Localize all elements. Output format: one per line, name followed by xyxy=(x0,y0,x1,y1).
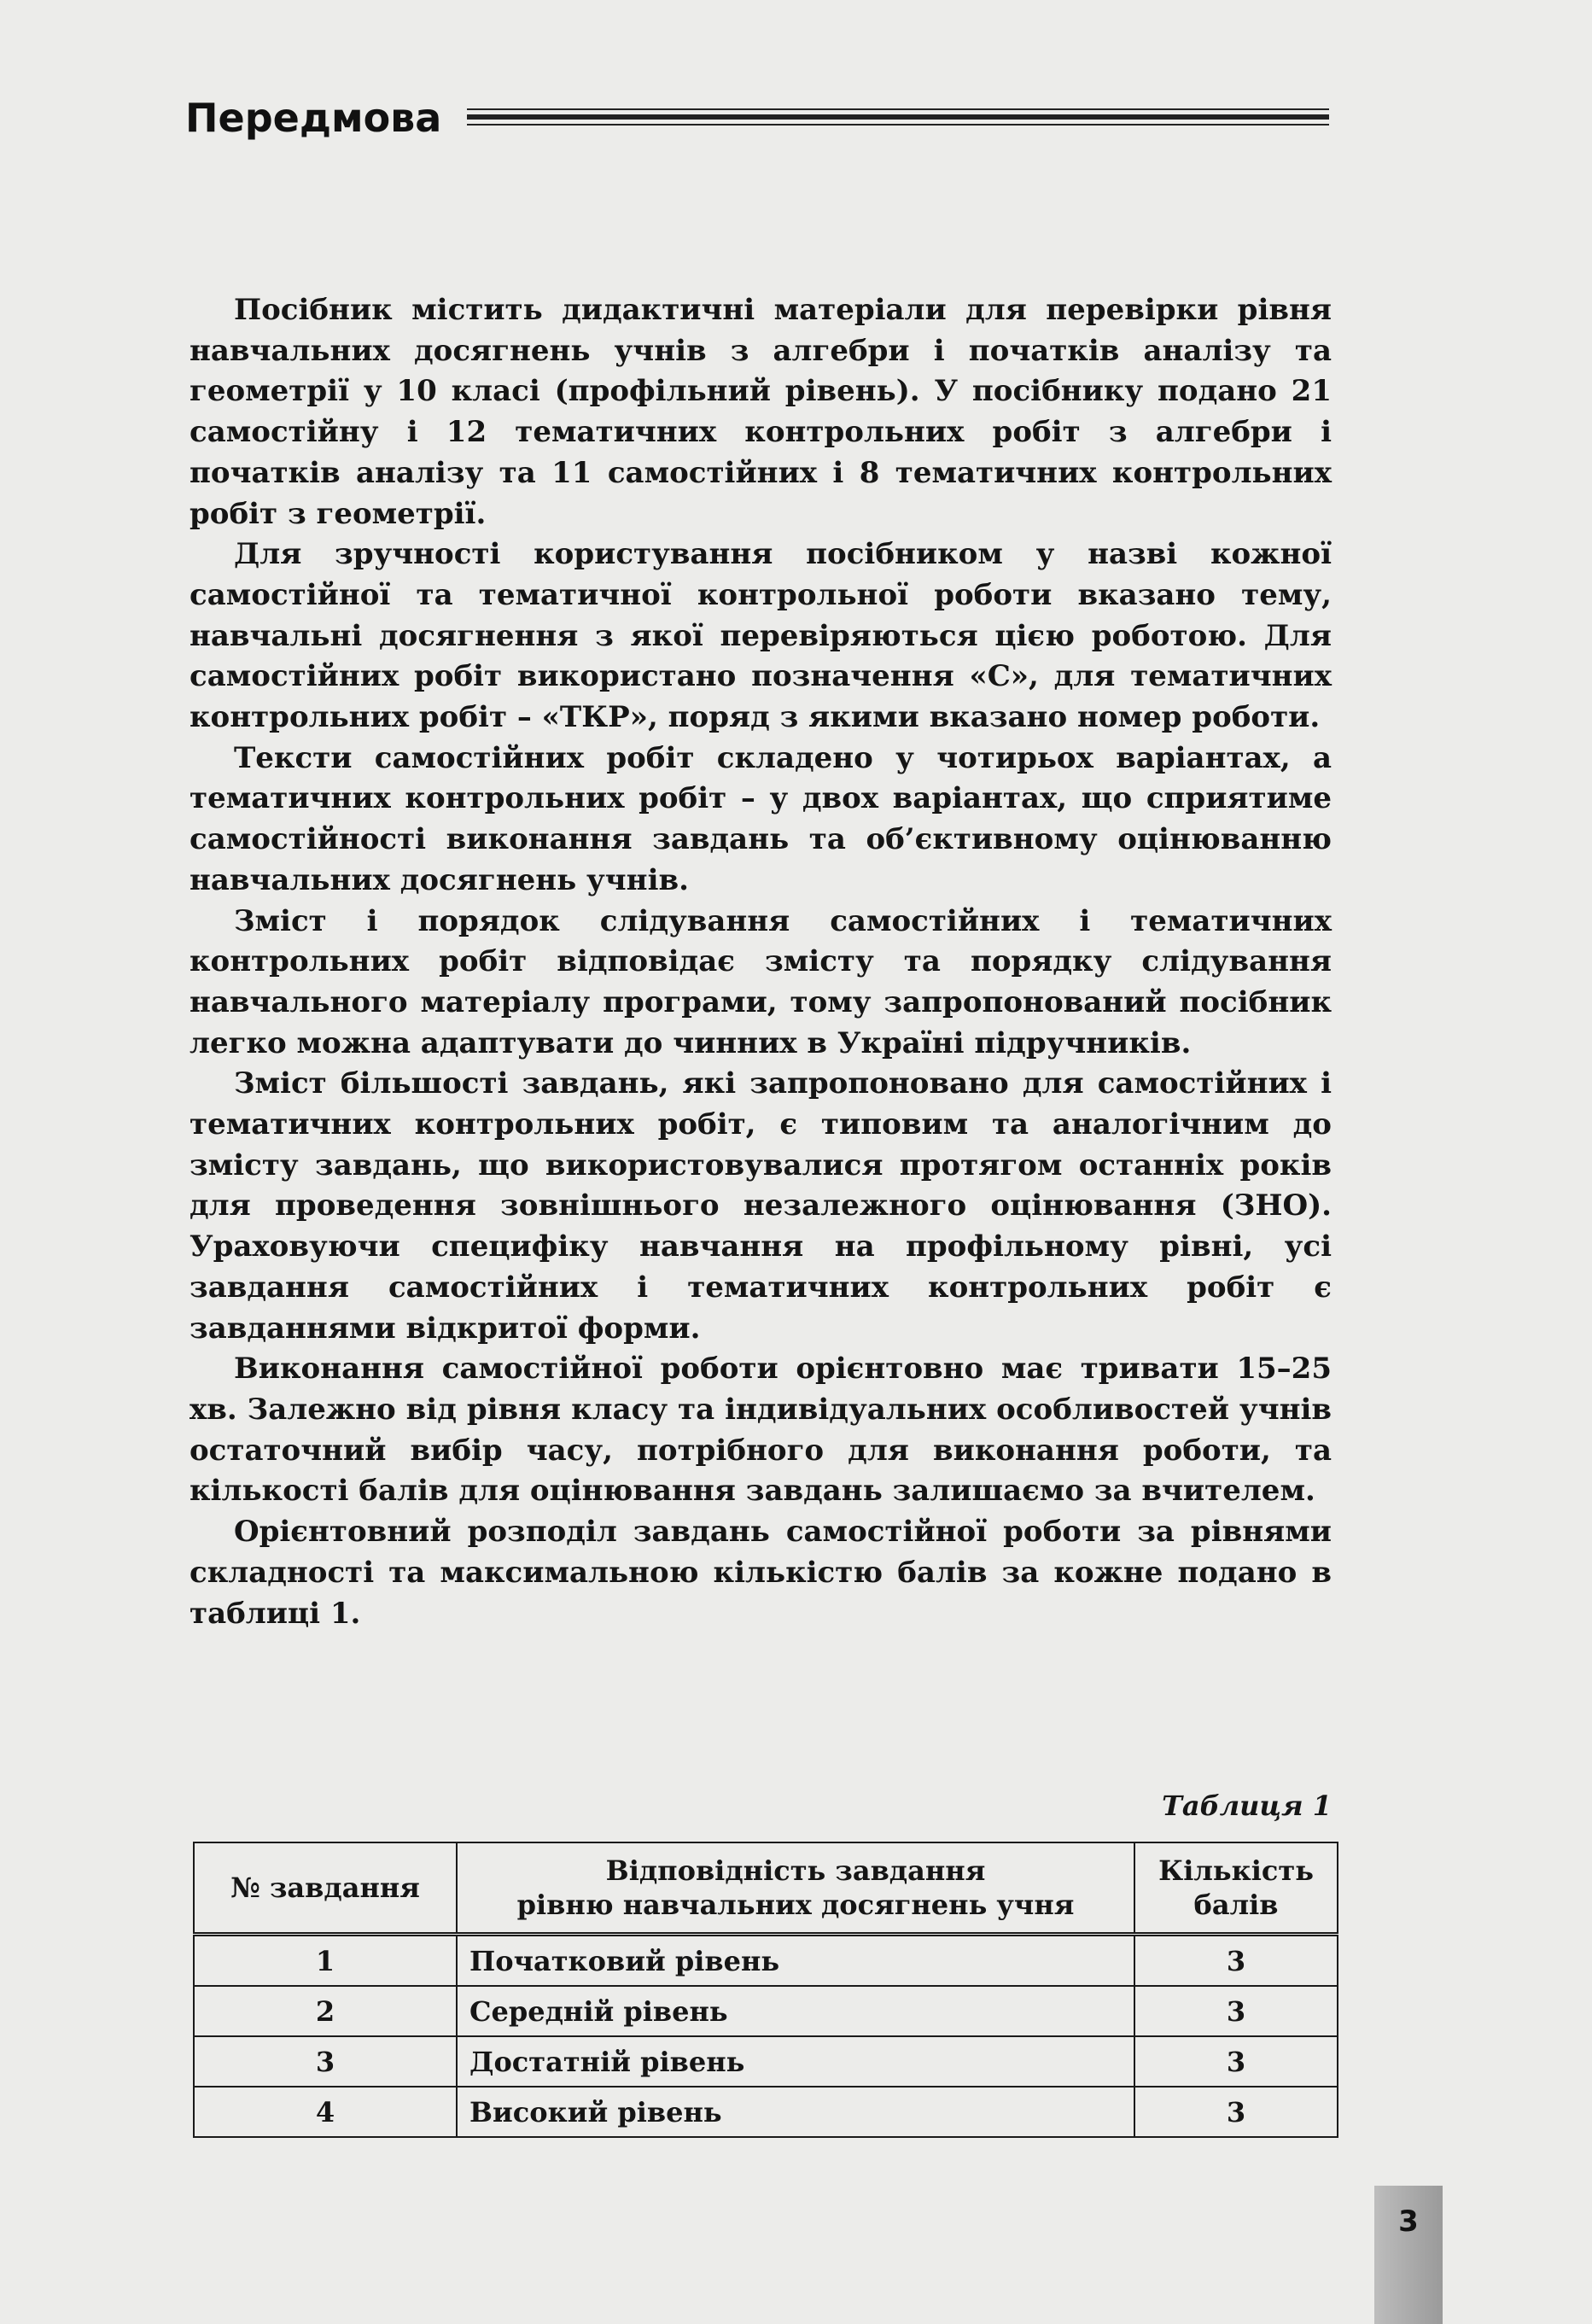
table-row xyxy=(194,2036,1338,2087)
header-points-line: Кількість xyxy=(1158,1854,1314,1887)
table-row xyxy=(194,1986,1338,2036)
header-task-number: № завдання xyxy=(194,1842,457,1935)
paragraph: Для зручності користування посібником у назві кожної самостійної та тематичної контрольної роботи вказано тему, навчальні досягнення з якої перевіряються цією роботою. Для самостійних робіт використано позначення «С», для тематичних контрольних робіт – «ТКР», поряд з якими вказано номер роботи. xyxy=(190,537,1332,735)
paragraph: Зміст більшості завдань, які запропоновано для самостійних і тематичних контрольних робіт, є типовим та аналогічним до змісту завдань, що використовувалися протягом останніх років для проведення зовнішнього незалежного оцінювання (ЗНО). Ураховуючи специфіку навчання на профільному рівні, усі завдання самостійних і тематичних контрольних робіт є завданнями відкритої форми. xyxy=(190,1066,1332,1346)
points-cell: 3 xyxy=(1134,1935,1338,1987)
section-heading xyxy=(185,92,1329,152)
paragraph: Тексти самостійних робіт складено у чотирьох варіантах, а тематичних контрольних робіт – у двох варіантах, що сприятиме самостійності виконання завдань та об’єктивному оцінюванню навчальних досягнень учнів. xyxy=(190,740,1332,897)
level-cell: Достатній рівень xyxy=(457,2036,1134,2087)
level-cell: Початковий рівень xyxy=(457,1935,1134,1987)
paragraph: Зміст і порядок слідування самостійних і тематичних контрольних робіт відповідає змісту та порядку слідування навчального матеріалу програми, тому запропонований посібник легко можна адаптувати до чинних в Україні підручників. xyxy=(190,903,1332,1060)
page-number: 3 xyxy=(1398,2204,1419,2239)
paragraph: Посібник містить дидактичні матеріали для перевірки рівня навчальних досягнень учнів з алгебри і початків аналізу та геометрії у 10 класі (профільний рівень). У посібнику подано 21 самостійну і 12 тематичних контрольних робіт з алгебри і початків аналізу та 11 самостійних і 8 тематичних контрольних робіт з геометрії. xyxy=(190,293,1332,531)
table-caption: Таблиця 1 xyxy=(1162,1790,1332,1822)
page-title: Передмова xyxy=(185,95,442,141)
paragraph: Виконання самостійної роботи орієнтовно має тривати 15–25 хв. Залежно від рівня класу та індивідуальних особливостей учнів остаточний вибір часу, потрібного для виконання роботи, та кількості балів для оцінювання завдань залишаємо за вчителем. xyxy=(190,1352,1332,1509)
points-cell: 3 xyxy=(1134,1986,1338,2036)
header-level-line: рівню навчальних досягнень учня xyxy=(516,1889,1075,1921)
page-number-tab xyxy=(1374,2186,1443,2324)
paragraph: Орієнтовний розподіл завдань самостійної роботи за рівнями складності та максимальною кількістю балів за кожне подано в таблиці 1. xyxy=(190,1515,1332,1631)
task-number-cell: 4 xyxy=(194,2087,457,2137)
levels-table xyxy=(193,1842,1338,2138)
table-row xyxy=(194,2087,1338,2137)
title-rule-lines xyxy=(467,108,1329,126)
level-cell: Середній рівень xyxy=(457,1986,1134,2036)
body-text xyxy=(190,290,1332,1634)
points-cell: 3 xyxy=(1134,2036,1338,2087)
points-cell: 3 xyxy=(1134,2087,1338,2137)
table-row xyxy=(194,1935,1338,1987)
level-cell: Високий рівень xyxy=(457,2087,1134,2137)
task-number-cell: 2 xyxy=(194,1986,457,2036)
task-number-cell: 1 xyxy=(194,1935,457,1987)
header-points-line: балів xyxy=(1193,1889,1279,1921)
task-number-cell: 3 xyxy=(194,2036,457,2087)
header-points xyxy=(1134,1842,1338,1935)
table-header-row xyxy=(194,1842,1338,1935)
header-level xyxy=(457,1842,1134,1935)
header-level-line: Відповідність завдання xyxy=(605,1854,986,1887)
